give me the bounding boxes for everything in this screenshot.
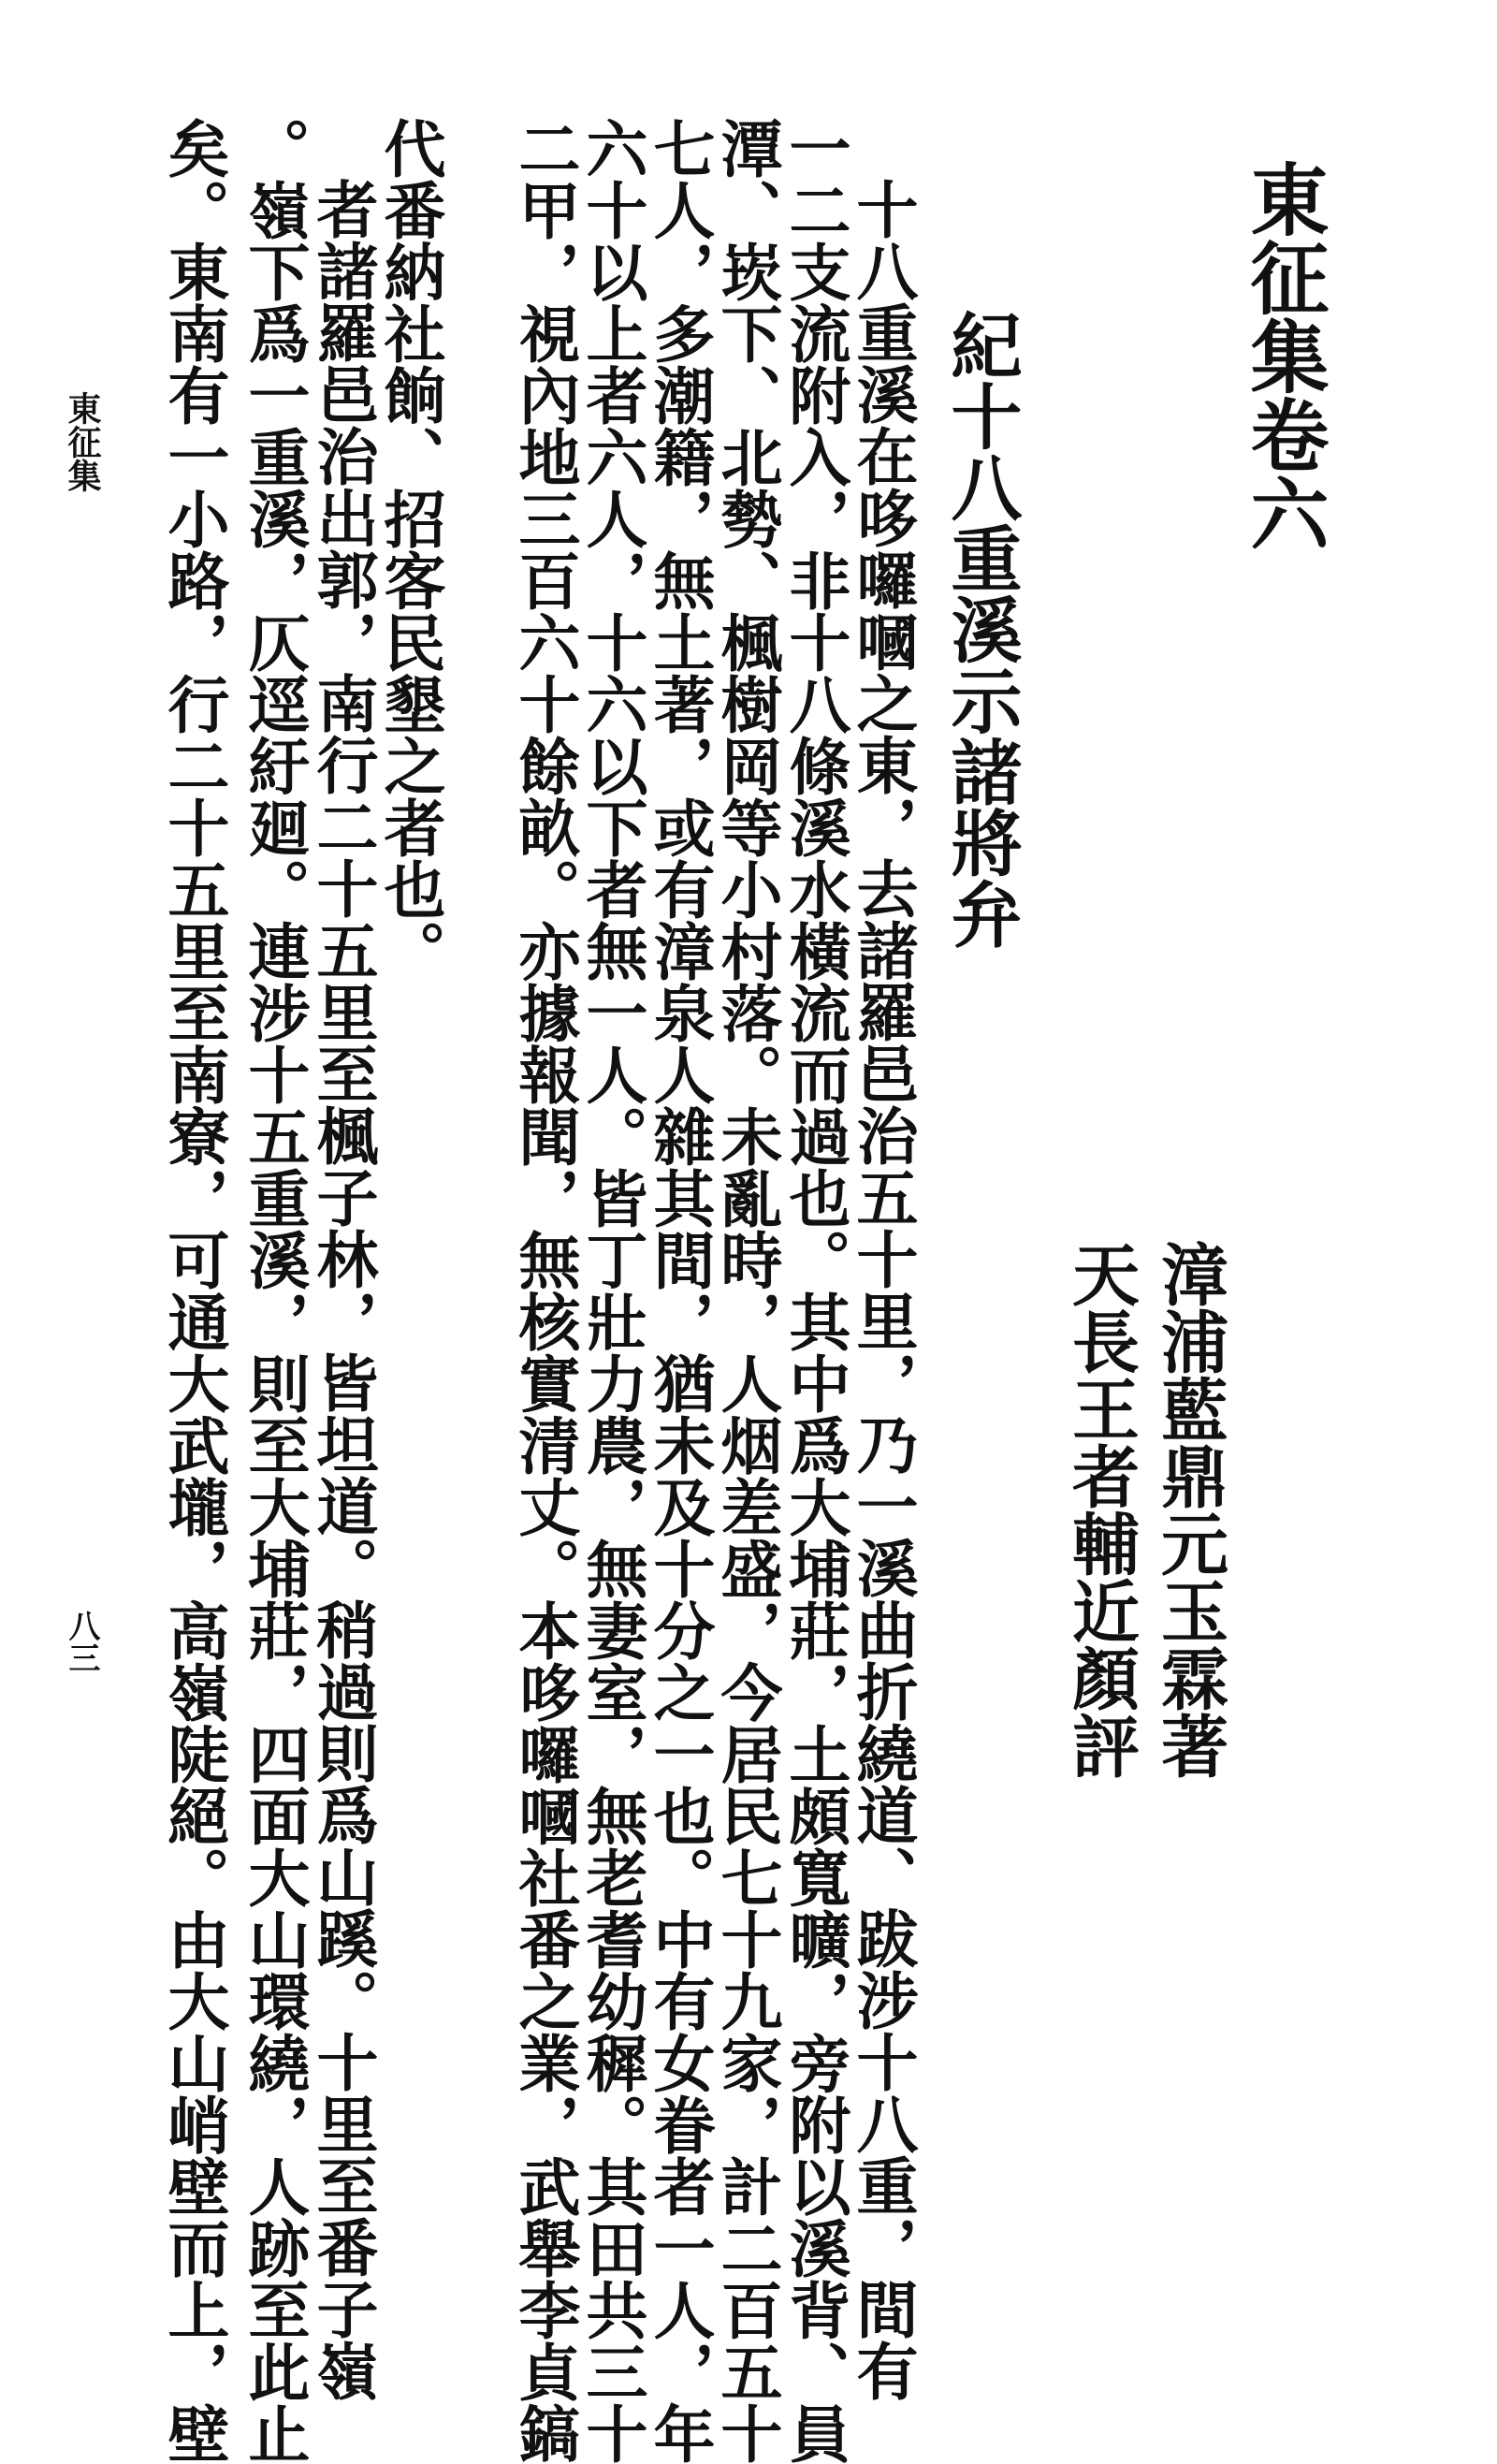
body-line: 一二支流附入，非十八條溪水橫流而過也。其中爲大埔莊，土頗寬曠，旁附以溪背、員	[778, 117, 851, 2464]
page-number: 八三	[63, 1610, 100, 1673]
side-running-title: 東征集	[63, 391, 102, 492]
commentator-line: 天長王者輔近顏評	[1061, 1240, 1141, 1779]
body-line: 潭、崁下、北勢、楓樹岡等小村落。未亂時，人烟差盛，今居民七十九家，計二百五十	[710, 117, 783, 2464]
body-line: 矣。東南有一小路，行二十五里至南寮，可通大武壠，高嶺陡絕。由大山峭壁而上，壁	[157, 117, 230, 2464]
essay-title: 紀十八重溪示諸將弁	[939, 309, 1023, 949]
body-line: 者諸羅邑治出郭，南行二十五里至楓子林，皆坦道。稍過則爲山蹊。十里至番子嶺	[306, 178, 379, 2401]
body-line: 二甲，視內地三百六十餘畝。亦據報聞，無核實清丈。本哆囉嘓社番之業，武舉李貞鎬	[508, 117, 581, 2464]
author-line: 漳浦藍鼎元玉霖著	[1150, 1240, 1229, 1779]
book-title: 東征集卷六	[1238, 159, 1330, 552]
body-line: 代番納社餉、招客民墾之者也。	[373, 117, 446, 982]
body-line: 。嶺下爲一重溪，仄逕紆廻。連涉十五重溪，則至大埔莊，四面大山環繞，人跡至此止	[238, 117, 311, 2464]
body-line: 七人，多潮籍，無土著，或有漳泉人雜其間，猶未及十分之一也。中有女眷者一人，年	[643, 117, 716, 2464]
body-line: 六十以上者六人，十六以下者無一人。皆丁壯力農，無妻室，無老耆幼穉。其田共三十	[575, 117, 648, 2464]
body-line: 十八重溪在哆囉嘓之東，去諸羅邑治五十里，乃一溪曲折繞道、跋涉十八重，間有	[846, 178, 919, 2401]
